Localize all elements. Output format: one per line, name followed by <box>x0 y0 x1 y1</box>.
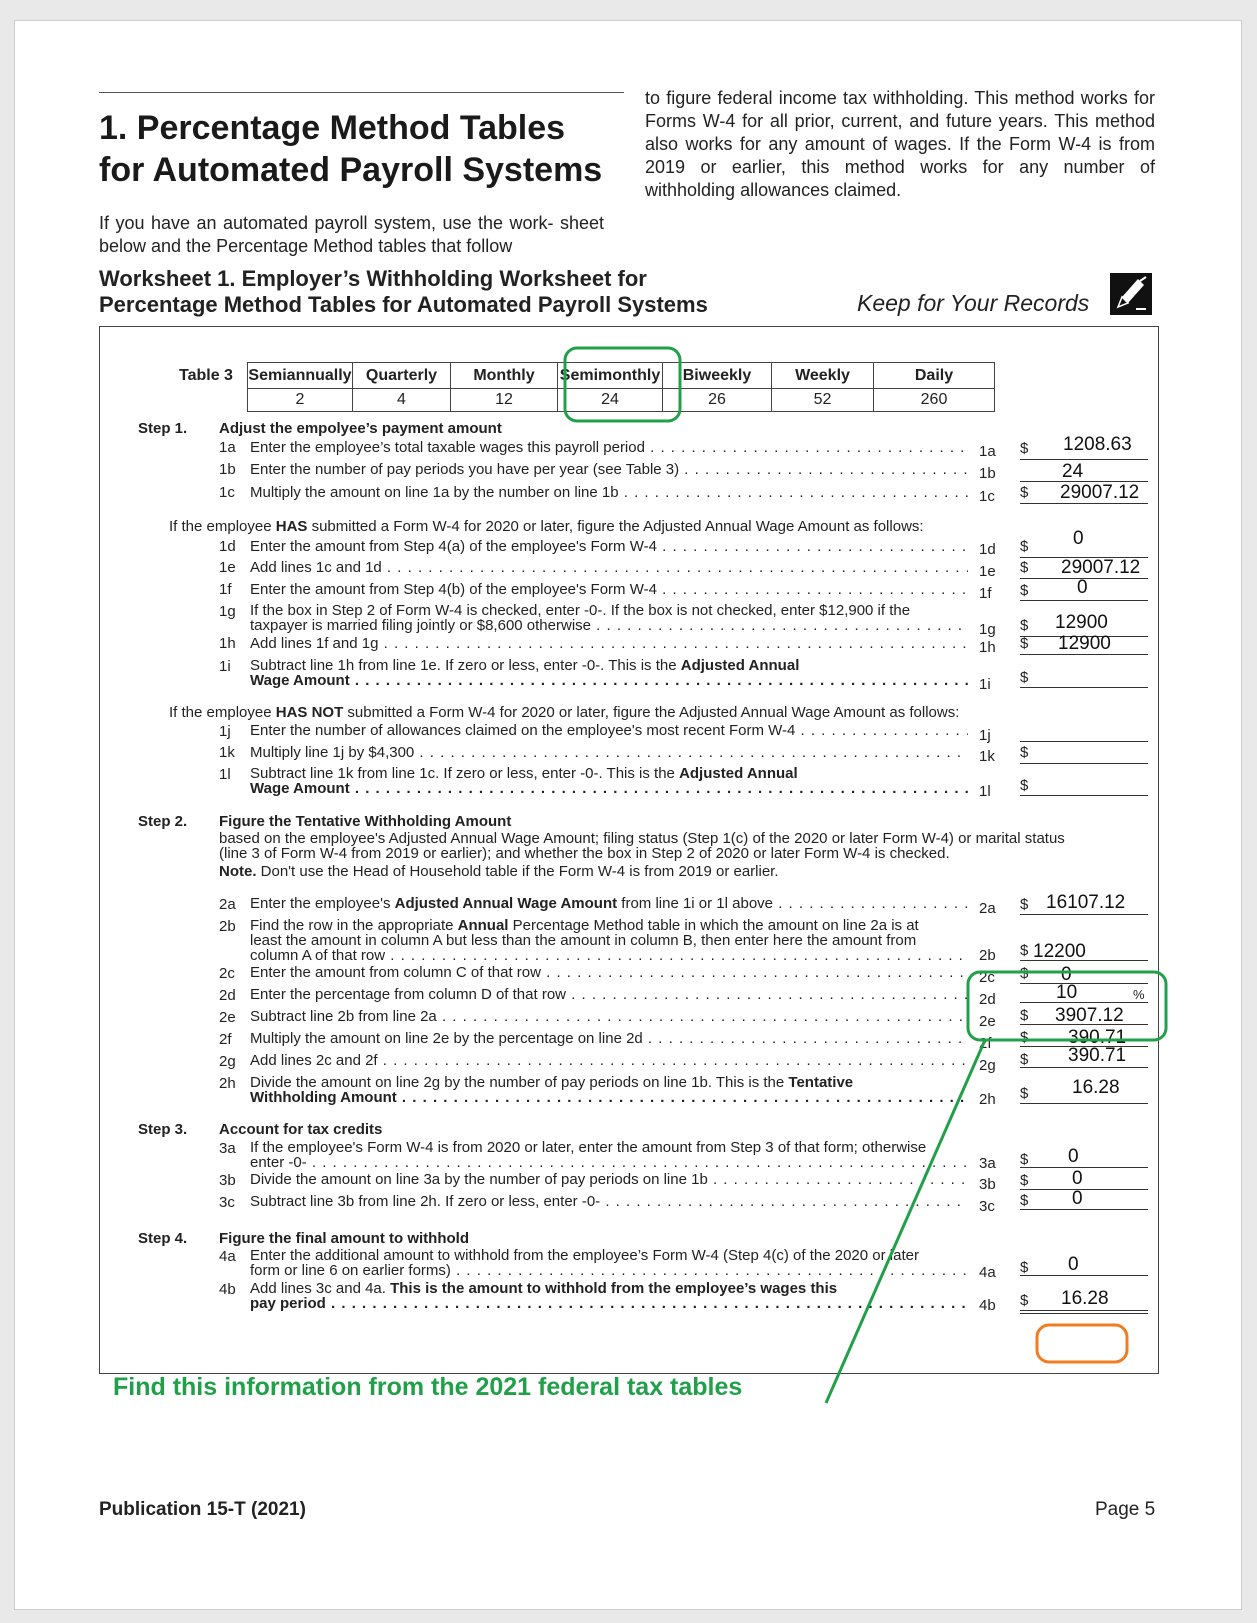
step2-label: Step 2. <box>138 813 188 830</box>
line-ref: 1j <box>979 727 991 744</box>
entry-2f[interactable]: 390.71 <box>1068 1027 1127 1048</box>
line-number: 3b <box>219 1172 236 1189</box>
step2-heading: Figure the Tentative Withholding Amount <box>219 813 512 830</box>
line-4a-text-b: form or line 6 on earlier forms) . . . <box>250 1263 968 1278</box>
line-2b-text-b: least the amount in column A but less than the amount in column B, then enter here the amount from <box>250 932 917 949</box>
line-number: 2b <box>219 918 236 935</box>
line-1g-text-b: taxpayer is married filing jointly or $8,600 otherwise . . . <box>250 618 968 633</box>
table3-header: Daily <box>874 363 995 389</box>
table3-cell: 52 <box>772 389 874 412</box>
entry-line <box>1020 1188 1148 1190</box>
line-number: 1g <box>219 603 236 620</box>
step2-note: Note. Don't use the Head of Household table if the Form W-4 is from 2019 or earlier. <box>219 863 779 880</box>
entry-line <box>1020 686 1148 688</box>
line-number: 1f <box>219 581 232 598</box>
line-number: 1l <box>219 766 231 783</box>
line-ref: 1f <box>979 585 992 602</box>
line-number: 2c <box>219 965 235 982</box>
dollar-sign: $ <box>1020 1192 1029 1209</box>
line-ref: 2e <box>979 1013 996 1030</box>
dollar-sign: $ <box>1020 896 1029 913</box>
page-title-line-1: 1. Percentage Method Tables <box>99 109 566 147</box>
entry-line <box>1020 1274 1148 1276</box>
line-number: 1a <box>219 439 236 456</box>
entry-line <box>1020 458 1148 460</box>
table3-pay-periods <box>247 362 995 412</box>
line-1a-text: Enter the employee’s total taxable wages this payroll period . . . <box>250 440 968 455</box>
table3-cell: 24 <box>558 389 663 412</box>
entry-1b[interactable]: 24 <box>1062 461 1084 482</box>
percent-sign: % <box>1133 987 1145 1002</box>
line-number: 3c <box>219 1194 235 1211</box>
annotation-callout-text: Find this information from the 2021 federal tax tables <box>113 1373 743 1401</box>
has-submitted-text: If the employee HAS submitted a Form W-4 for 2020 or later, figure the Adjusted Annual Wage Amount as follows: <box>169 518 924 535</box>
line-ref: 1c <box>979 488 995 505</box>
line-2f-text: Multiply the amount on line 2e by the percentage on line 2d . . . <box>250 1031 968 1046</box>
line-number: 2e <box>219 1009 236 1026</box>
line-2b-text-a: Find the row in the appropriate Annual Percentage Method table in which the amount on line 2a is at <box>250 917 919 934</box>
dollar-sign: $ <box>1020 1151 1029 1168</box>
line-3c-text: Subtract line 3b from line 2h. If zero or less, enter -0- . . . <box>250 1194 968 1209</box>
line-number: 1k <box>219 744 235 761</box>
dollar-sign: $ <box>1020 744 1029 761</box>
line-1b-text: Enter the number of pay periods you have per year (see Table 3) . . . <box>250 462 968 477</box>
line-ref: 1l <box>979 783 991 800</box>
line-1j-text: Enter the number of allowances claimed on the employee's most recent Form W-4 . . . <box>250 723 968 738</box>
line-1l-text-a: Subtract line 1k from line 1c. If zero or less, enter -0-. This is the Adjusted Annual <box>250 765 798 782</box>
entry-1e[interactable]: 29007.12 <box>1061 557 1141 578</box>
entry-1a[interactable]: 1208.63 <box>1063 434 1132 455</box>
entry-line <box>1020 794 1148 796</box>
line-2h-text-a: Divide the amount on line 2g by the number of pay periods on line 1b. This is the Tentative <box>250 1074 854 1091</box>
line-ref: 1h <box>979 639 996 656</box>
entry-line <box>1020 1166 1148 1168</box>
document-page <box>14 20 1242 1610</box>
table3-label: Table 3 <box>179 367 233 384</box>
line-3b-text: Divide the amount on line 3a by the number of pay periods on line 1b . . . <box>250 1172 968 1187</box>
entry-4a[interactable]: 0 <box>1068 1254 1079 1275</box>
line-ref: 4a <box>979 1264 996 1281</box>
entry-line <box>1020 599 1148 601</box>
table3-header: Semimonthly <box>558 363 663 389</box>
table3-header: Quarterly <box>353 363 451 389</box>
dollar-sign: $ <box>1020 1172 1029 1189</box>
entry-line <box>1020 1001 1148 1003</box>
table3-cell: 26 <box>663 389 772 412</box>
line-number: 4a <box>219 1248 236 1265</box>
line-3a-text-b: enter -0- . . . <box>250 1155 968 1170</box>
publication-footer: Publication 15-T (2021) <box>99 1499 306 1520</box>
table3-header: Monthly <box>451 363 558 389</box>
dollar-sign: $ <box>1020 942 1029 959</box>
dollar-sign: $ <box>1020 669 1029 686</box>
line-1f-text: Enter the amount from Step 4(b) of the employee's Form W-4 . . . <box>250 582 968 597</box>
entry-1h[interactable]: 12900 <box>1058 633 1111 654</box>
table3-cell: 260 <box>874 389 995 412</box>
entry-2g[interactable]: 390.71 <box>1068 1045 1127 1066</box>
line-ref: 3a <box>979 1155 996 1172</box>
entry-2h[interactable]: 16.28 <box>1072 1077 1120 1098</box>
line-2g-text: Add lines 2c and 2f . . . <box>250 1053 968 1068</box>
entry-1f[interactable]: 0 <box>1077 577 1088 598</box>
line-ref: 2h <box>979 1091 996 1108</box>
entry-2e[interactable]: 3907.12 <box>1055 1005 1124 1026</box>
line-ref: 1i <box>979 676 991 693</box>
dollar-sign: $ <box>1020 777 1029 794</box>
worksheet-title <box>99 266 799 318</box>
title-rule <box>99 92 624 93</box>
line-number: 1h <box>219 635 236 652</box>
line-2c-text: Enter the amount from column C of that row . . . <box>250 965 968 980</box>
worksheet-title-line-2: Percentage Method Tables for Automated Payroll Systems <box>99 292 708 317</box>
entry-line <box>1020 982 1148 984</box>
page-title <box>99 107 639 191</box>
page-number: Page 5 <box>1095 1499 1156 1520</box>
line-ref: 1k <box>979 748 995 765</box>
entry-4b[interactable]: 16.28 <box>1061 1288 1109 1309</box>
line-number: 2d <box>219 987 236 1004</box>
dollar-sign: $ <box>1020 559 1029 576</box>
line-4a-text-a: Enter the additional amount to withhold from the employee’s Form W-4 (Step 4(c) of the 2020 or later <box>250 1247 919 1264</box>
entry-3c[interactable]: 0 <box>1072 1188 1083 1209</box>
line-2h-text-b: Withholding Amount . . . <box>250 1090 968 1105</box>
line-2d-text: Enter the percentage from column D of that row . . . <box>250 987 968 1002</box>
table3-cell: 2 <box>248 389 353 412</box>
line-number: 1d <box>219 538 236 555</box>
dollar-sign: $ <box>1020 1259 1029 1276</box>
line-number: 1e <box>219 559 236 576</box>
step2-para-2: (line 3 of Form W-4 from 2019 or earlier); and whether the box in Step 2 of 2020 or later Form W-4 is checked. <box>219 845 950 862</box>
line-number: 1i <box>219 658 231 675</box>
entry-1c[interactable]: 29007.12 <box>1060 482 1140 503</box>
line-ref: 2c <box>979 969 995 986</box>
line-1l-text-b: Wage Amount . . . <box>250 781 968 796</box>
entry-line <box>1020 762 1148 764</box>
line-ref: 1b <box>979 465 996 482</box>
entry-2d[interactable]: 10 <box>1056 982 1078 1003</box>
line-number: 1b <box>219 461 236 478</box>
dollar-sign: $ <box>1020 617 1029 634</box>
table3-header: Weekly <box>772 363 874 389</box>
line-ref: 2b <box>979 947 996 964</box>
entry-1d[interactable]: 0 <box>1073 528 1084 549</box>
line-1e-text: Add lines 1c and 1d . . . <box>250 560 968 575</box>
table3-cell: 4 <box>353 389 451 412</box>
line-ref: 1d <box>979 541 996 558</box>
line-ref: 2d <box>979 991 996 1008</box>
entry-2b[interactable]: 12200 <box>1033 941 1086 962</box>
line-2b-text-c: column A of that row . . . <box>250 948 968 963</box>
line-ref: 1a <box>979 443 996 460</box>
step1-heading: Adjust the empolyee’s payment amount <box>219 420 502 437</box>
line-4b-text-a: Add lines 3c and 4a. This is the amount to withhold from the employee’s wages this <box>250 1280 838 1297</box>
line-number: 1c <box>219 484 235 501</box>
dollar-sign: $ <box>1020 1051 1029 1068</box>
intro-text-right: to figure federal income tax withholding. This method works for Forms W-4 for all prior, current, and future years. This method also works for any amount of wages. If the Form W-4 is from 2019 or earlier, this method works for any number of withholding allowances claimed. <box>645 88 1155 200</box>
line-ref: 1g <box>979 621 996 638</box>
pencil-icon <box>1110 273 1152 315</box>
line-ref: 2a <box>979 900 996 917</box>
line-number: 2a <box>219 896 236 913</box>
entry-line <box>1020 740 1148 742</box>
table3-header: Biweekly <box>663 363 772 389</box>
line-ref: 4b <box>979 1297 996 1314</box>
dollar-sign: $ <box>1020 965 1029 982</box>
line-1k-text: Multiply line 1j by $4,300 . . . <box>250 745 968 760</box>
dollar-sign: $ <box>1020 1292 1029 1309</box>
line-1i-text-b: Wage Amount . . . <box>250 673 968 688</box>
line-2e-text: Subtract line 2b from line 2a . . . <box>250 1009 968 1024</box>
line-1c-text: Multiply the amount on line 1a by the number on line 1b . . . <box>250 485 968 500</box>
line-number: 3a <box>219 1140 236 1157</box>
line-2a-text: Enter the employee's Adjusted Annual Wage Amount from line 1i or 1l above . . . <box>250 896 968 911</box>
dollar-sign: $ <box>1020 1007 1029 1024</box>
step3-heading: Account for tax credits <box>219 1121 383 1138</box>
entry-double-line <box>1020 1312 1148 1314</box>
line-4b-text-b: pay period . . . <box>250 1296 968 1311</box>
line-number: 4b <box>219 1281 236 1298</box>
line-ref: 2g <box>979 1057 996 1074</box>
line-ref: 3b <box>979 1176 996 1193</box>
table3-header: Semiannually <box>248 363 353 389</box>
dollar-sign: $ <box>1020 635 1029 652</box>
entry-2c[interactable]: 0 <box>1061 964 1072 985</box>
step4-heading: Figure the final amount to withhold <box>219 1230 469 1247</box>
line-number: 2g <box>219 1053 236 1070</box>
line-1h-text: Add lines 1f and 1g . . . <box>250 636 968 651</box>
line-1d-text: Enter the amount from Step 4(a) of the employee's Form W-4 . . . <box>250 539 968 554</box>
entry-line <box>1020 1102 1148 1104</box>
has-not-submitted-text: If the employee HAS NOT submitted a Form W-4 for 2020 or later, figure the Adjusted Annual Wage Amount as follows: <box>169 704 960 721</box>
dollar-sign: $ <box>1020 1029 1029 1046</box>
entry-1g[interactable]: 12900 <box>1055 612 1108 633</box>
dollar-sign: $ <box>1020 582 1029 599</box>
page-title-line-2: for Automated Payroll Systems <box>99 151 603 189</box>
line-number: 2f <box>219 1031 232 1048</box>
dollar-sign: $ <box>1020 1085 1029 1102</box>
step4-label: Step 4. <box>138 1230 188 1247</box>
table3-cell: 12 <box>451 389 558 412</box>
entry-3b[interactable]: 0 <box>1072 1168 1083 1189</box>
step3-label: Step 3. <box>138 1121 188 1138</box>
entry-line <box>1020 1208 1148 1210</box>
keep-for-records-label: Keep for Your Records <box>857 290 1090 316</box>
line-number: 1j <box>219 723 231 740</box>
line-ref: 2f <box>979 1035 992 1052</box>
dollar-sign: $ <box>1020 484 1029 501</box>
line-1i-text-a: Subtract line 1h from line 1e. If zero or less, enter -0-. This is the Adjusted Annual <box>250 657 800 674</box>
line-ref: 1e <box>979 563 996 580</box>
intro-text-left: If you have an automated payroll system, use the work- sheet below and the Percentage Method tables that follow <box>99 213 604 256</box>
line-3a-text-a: If the employee's Form W-4 is from 2020 or later, enter the amount from Step 3 of that form; otherwise <box>250 1139 927 1156</box>
entry-2a[interactable]: 16107.12 <box>1046 892 1126 913</box>
line-1g-text-a: If the box in Step 2 of Form W-4 is checked, enter -0-. If the box is not checked, enter $12,900 if the <box>250 602 911 619</box>
dollar-sign: $ <box>1020 538 1029 555</box>
line-number: 2h <box>219 1075 236 1092</box>
step1-label: Step 1. <box>138 420 188 437</box>
dollar-sign: $ <box>1020 440 1029 457</box>
line-ref: 3c <box>979 1198 995 1215</box>
step2-para-1: based on the employee's Adjusted Annual Wage Amount; filing status (Step 1(c) of the 2020 or later Form W-4) or marital status <box>219 830 1065 847</box>
worksheet-title-line-1: Worksheet 1. Employer’s Withholding Worksheet for <box>99 266 647 291</box>
entry-3a[interactable]: 0 <box>1068 1146 1079 1167</box>
